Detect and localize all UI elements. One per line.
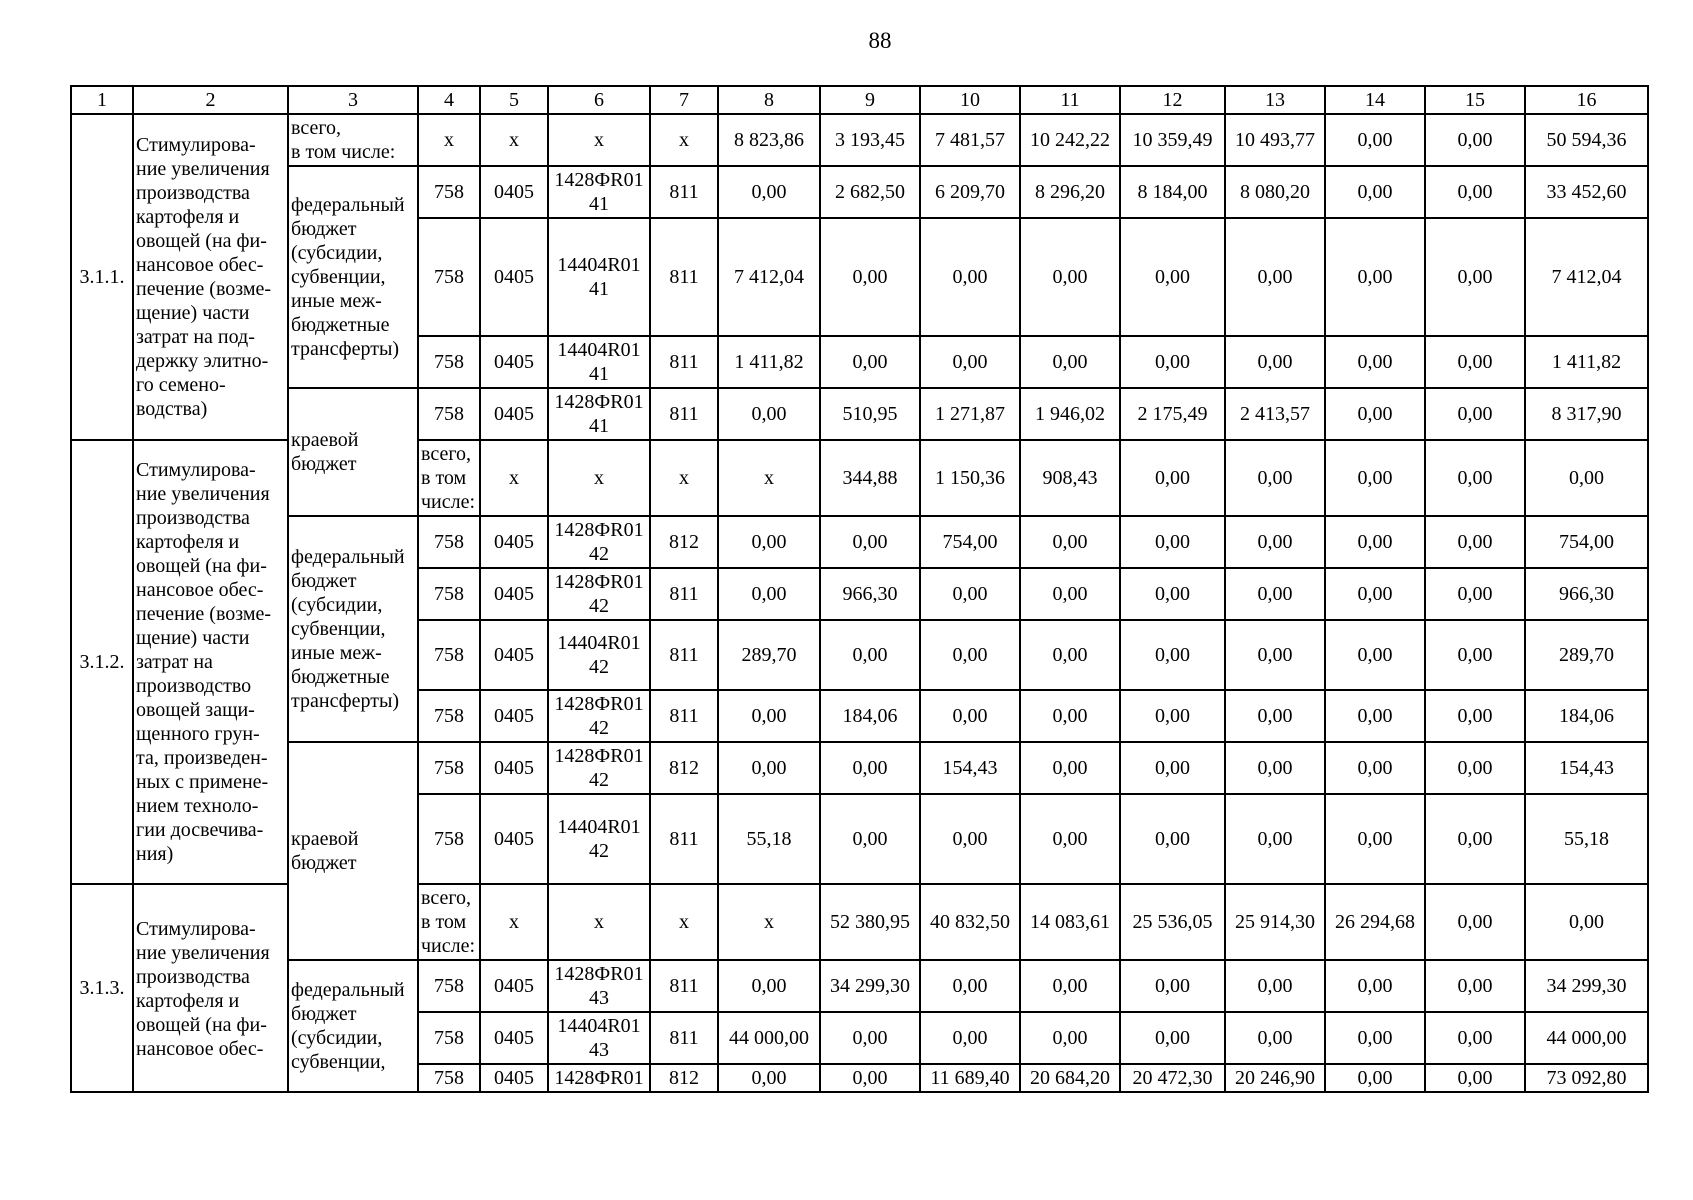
value-cell: 34 299,30: [820, 960, 920, 1012]
value-cell: 0,00: [1120, 1012, 1225, 1064]
value-cell: 0,00: [1225, 620, 1325, 690]
table-row: [71, 742, 1648, 794]
funding-source: федеральный бюджет (субсидии, субвенции, иные меж- бюджетные трансферты): [288, 516, 418, 742]
value-cell: 344,88: [820, 440, 920, 516]
table-row: [71, 516, 1648, 568]
value-cell: 811: [650, 960, 718, 1012]
value-cell: 758: [418, 1064, 480, 1092]
value-cell: 0,00: [1225, 960, 1325, 1012]
value-cell: 0,00: [920, 794, 1020, 884]
value-cell: 14404R01 43: [548, 1012, 650, 1064]
value-cell: 25 536,05: [1120, 884, 1225, 960]
table-row: [71, 114, 1648, 166]
value-cell: 758: [418, 388, 480, 440]
header-cell: 3: [288, 86, 418, 114]
value-cell: 11 689,40: [920, 1064, 1020, 1092]
value-cell: 758: [418, 620, 480, 690]
value-cell: 40 832,50: [920, 884, 1020, 960]
value-cell: x: [718, 884, 820, 960]
value-cell: 1428ФR01 43: [548, 960, 650, 1012]
value-cell: 0,00: [1225, 218, 1325, 336]
value-cell: 55,18: [718, 794, 820, 884]
value-cell: 0,00: [920, 1012, 1020, 1064]
value-cell: 0,00: [1225, 440, 1325, 516]
value-cell: x: [548, 884, 650, 960]
funding-source: всего, в том числе:: [418, 884, 480, 960]
measure-name: Стимулирова- ние увеличения производства картофеля и овощей (на фи- нансовое обес-: [133, 884, 288, 1092]
value-cell: 0,00: [820, 620, 920, 690]
value-cell: 0,00: [1325, 516, 1425, 568]
value-cell: 0,00: [1120, 690, 1225, 742]
value-cell: 0,00: [718, 388, 820, 440]
value-cell: 0,00: [820, 336, 920, 388]
value-cell: 758: [418, 794, 480, 884]
value-cell: 1428ФR01 42: [548, 742, 650, 794]
page-number: 88: [868, 28, 892, 53]
value-cell: 0,00: [1425, 794, 1525, 884]
value-cell: 0,00: [1325, 960, 1425, 1012]
value-cell: x: [650, 884, 718, 960]
value-cell: 0,00: [1325, 166, 1425, 218]
value-cell: 10 242,22: [1020, 114, 1120, 166]
value-cell: 50 594,36: [1525, 114, 1648, 166]
value-cell: 0,00: [820, 794, 920, 884]
value-cell: 0405: [480, 336, 548, 388]
value-cell: 8 296,20: [1020, 166, 1120, 218]
value-cell: x: [548, 114, 650, 166]
value-cell: 14404R01 42: [548, 620, 650, 690]
value-cell: 0,00: [1120, 440, 1225, 516]
value-cell: 0,00: [1425, 166, 1525, 218]
value-cell: 0,00: [1020, 794, 1120, 884]
value-cell: 0,00: [1525, 440, 1648, 516]
value-cell: 0,00: [920, 620, 1020, 690]
value-cell: 0405: [480, 960, 548, 1012]
value-cell: 0,00: [1325, 336, 1425, 388]
value-cell: 0,00: [1425, 336, 1525, 388]
value-cell: 14 083,61: [1020, 884, 1120, 960]
funding-source: краевой бюджет: [288, 388, 418, 516]
value-cell: 0,00: [1020, 568, 1120, 620]
value-cell: 0405: [480, 1012, 548, 1064]
value-cell: 44 000,00: [1525, 1012, 1648, 1064]
value-cell: 0,00: [1120, 742, 1225, 794]
value-cell: 289,70: [718, 620, 820, 690]
value-cell: 0,00: [1425, 568, 1525, 620]
value-cell: 0,00: [1425, 516, 1525, 568]
value-cell: 0,00: [718, 166, 820, 218]
value-cell: 0,00: [718, 742, 820, 794]
value-cell: 52 380,95: [820, 884, 920, 960]
value-cell: 0,00: [718, 568, 820, 620]
value-cell: 184,06: [820, 690, 920, 742]
value-cell: x: [418, 114, 480, 166]
value-cell: 758: [418, 516, 480, 568]
value-cell: 0405: [480, 1064, 548, 1092]
value-cell: 289,70: [1525, 620, 1648, 690]
value-cell: 0,00: [1425, 690, 1525, 742]
value-cell: 0,00: [1120, 516, 1225, 568]
value-cell: 0,00: [718, 516, 820, 568]
value-cell: 811: [650, 620, 718, 690]
value-cell: 754,00: [1525, 516, 1648, 568]
value-cell: 0,00: [920, 218, 1020, 336]
value-cell: 0,00: [1325, 794, 1425, 884]
value-cell: 1428ФR01 41: [548, 166, 650, 218]
value-cell: 0,00: [920, 336, 1020, 388]
value-cell: 6 209,70: [920, 166, 1020, 218]
value-cell: 33 452,60: [1525, 166, 1648, 218]
value-cell: 1 411,82: [1525, 336, 1648, 388]
value-cell: 0,00: [1120, 794, 1225, 884]
value-cell: 0,00: [1020, 516, 1120, 568]
row-index: 3.1.3.: [71, 884, 133, 1092]
value-cell: 0,00: [820, 1064, 920, 1092]
value-cell: 1428ФR01 42: [548, 516, 650, 568]
value-cell: 0,00: [820, 742, 920, 794]
header-cell: 5: [480, 86, 548, 114]
value-cell: 758: [418, 336, 480, 388]
value-cell: 758: [418, 742, 480, 794]
value-cell: 0,00: [718, 960, 820, 1012]
value-cell: 0,00: [1120, 568, 1225, 620]
value-cell: 0,00: [1020, 1012, 1120, 1064]
table-row: [71, 166, 1648, 218]
value-cell: 0,00: [1425, 884, 1525, 960]
table-row: [71, 388, 1648, 440]
value-cell: 1428ФR01: [548, 1064, 650, 1092]
funding-source: всего, в том числе:: [288, 114, 418, 166]
value-cell: 20 684,20: [1020, 1064, 1120, 1092]
value-cell: 44 000,00: [718, 1012, 820, 1064]
row-index: 3.1.1.: [71, 114, 133, 440]
value-cell: 0,00: [1020, 336, 1120, 388]
value-cell: 0,00: [820, 1012, 920, 1064]
value-cell: 14404R01 42: [548, 794, 650, 884]
value-cell: 184,06: [1525, 690, 1648, 742]
value-cell: 811: [650, 690, 718, 742]
value-cell: 8 823,86: [718, 114, 820, 166]
value-cell: 55,18: [1525, 794, 1648, 884]
value-cell: 8 317,90: [1525, 388, 1648, 440]
value-cell: 1 411,82: [718, 336, 820, 388]
value-cell: 0,00: [1425, 960, 1525, 1012]
value-cell: 811: [650, 1012, 718, 1064]
value-cell: 0,00: [1120, 218, 1225, 336]
table-row: [71, 960, 1648, 1012]
value-cell: 966,30: [1525, 568, 1648, 620]
value-cell: 0,00: [1325, 218, 1425, 336]
value-cell: 0405: [480, 516, 548, 568]
value-cell: 14404R01 41: [548, 218, 650, 336]
value-cell: 758: [418, 1012, 480, 1064]
value-cell: 0405: [480, 742, 548, 794]
value-cell: 510,95: [820, 388, 920, 440]
value-cell: 1428ФR01 42: [548, 690, 650, 742]
value-cell: 7 412,04: [718, 218, 820, 336]
value-cell: 908,43: [1020, 440, 1120, 516]
value-cell: 10 493,77: [1225, 114, 1325, 166]
value-cell: 0,00: [1425, 388, 1525, 440]
value-cell: 2 682,50: [820, 166, 920, 218]
value-cell: 0,00: [1325, 742, 1425, 794]
value-cell: 0,00: [920, 960, 1020, 1012]
value-cell: 0405: [480, 388, 548, 440]
value-cell: 0405: [480, 794, 548, 884]
value-cell: 73 092,80: [1525, 1064, 1648, 1092]
value-cell: 0,00: [1325, 690, 1425, 742]
value-cell: 1 150,36: [920, 440, 1020, 516]
value-cell: 1428ФR01 41: [548, 388, 650, 440]
value-cell: 0,00: [1225, 336, 1325, 388]
value-cell: 0405: [480, 568, 548, 620]
value-cell: 0,00: [1225, 1012, 1325, 1064]
row-index: 3.1.2.: [71, 440, 133, 884]
value-cell: 758: [418, 218, 480, 336]
funding-source: краевой бюджет: [288, 742, 418, 960]
value-cell: 811: [650, 336, 718, 388]
value-cell: 1428ФR01 42: [548, 568, 650, 620]
header-cell: 10: [920, 86, 1020, 114]
value-cell: 0,00: [718, 1064, 820, 1092]
value-cell: 0,00: [1225, 690, 1325, 742]
value-cell: 0,00: [1525, 884, 1648, 960]
value-cell: 20 472,30: [1120, 1064, 1225, 1092]
budget-table: [70, 85, 1649, 1093]
value-cell: x: [480, 884, 548, 960]
value-cell: 0,00: [1425, 1012, 1525, 1064]
value-cell: 0,00: [1325, 568, 1425, 620]
value-cell: 811: [650, 218, 718, 336]
value-cell: 758: [418, 166, 480, 218]
value-cell: 812: [650, 1064, 718, 1092]
value-cell: 0,00: [1225, 794, 1325, 884]
value-cell: 7 412,04: [1525, 218, 1648, 336]
value-cell: 0,00: [1020, 742, 1120, 794]
value-cell: 811: [650, 794, 718, 884]
header-cell: 6: [548, 86, 650, 114]
value-cell: 8 184,00: [1120, 166, 1225, 218]
value-cell: 2 413,57: [1225, 388, 1325, 440]
value-cell: 0,00: [1425, 1064, 1525, 1092]
value-cell: 154,43: [920, 742, 1020, 794]
value-cell: x: [718, 440, 820, 516]
value-cell: x: [548, 440, 650, 516]
value-cell: 0,00: [1120, 960, 1225, 1012]
value-cell: 7 481,57: [920, 114, 1020, 166]
value-cell: 26 294,68: [1325, 884, 1425, 960]
value-cell: 0405: [480, 620, 548, 690]
header-cell: 9: [820, 86, 920, 114]
value-cell: 0,00: [920, 568, 1020, 620]
value-cell: 0,00: [1325, 440, 1425, 516]
value-cell: 0405: [480, 166, 548, 218]
header-row: [71, 86, 1648, 114]
measure-name: Стимулирова- ние увеличения производства картофеля и овощей (на фи- нансовое обес- печение (возме- щение) части затрат на под- держку элитно- го семено- водства): [133, 114, 288, 440]
value-cell: 0,00: [1325, 620, 1425, 690]
value-cell: 14404R01 41: [548, 336, 650, 388]
value-cell: 8 080,20: [1225, 166, 1325, 218]
header-cell: 16: [1525, 86, 1648, 114]
value-cell: 0,00: [1425, 440, 1525, 516]
value-cell: 754,00: [920, 516, 1020, 568]
value-cell: 0,00: [1325, 114, 1425, 166]
value-cell: x: [650, 114, 718, 166]
value-cell: 1 271,87: [920, 388, 1020, 440]
value-cell: 3 193,45: [820, 114, 920, 166]
value-cell: 0405: [480, 218, 548, 336]
funding-source: федеральный бюджет (субсидии, субвенции, иные меж- бюджетные трансферты): [288, 166, 418, 388]
value-cell: 0,00: [1020, 620, 1120, 690]
header-cell: 1: [71, 86, 133, 114]
measure-name: Стимулирова- ние увеличения производства картофеля и овощей (на фи- нансовое обес- печение (возме- щение) части затрат на производство овощей защи- щенного грун- та, произведен- ных с примене- нием техноло- гии досвечива- ния): [133, 440, 288, 884]
header-cell: 15: [1425, 86, 1525, 114]
header-cell: 4: [418, 86, 480, 114]
header-cell: 14: [1325, 86, 1425, 114]
header-cell: 7: [650, 86, 718, 114]
value-cell: 0,00: [1425, 218, 1525, 336]
value-cell: 20 246,90: [1225, 1064, 1325, 1092]
value-cell: 0,00: [1120, 620, 1225, 690]
value-cell: 0,00: [1425, 620, 1525, 690]
value-cell: 758: [418, 960, 480, 1012]
value-cell: 2 175,49: [1120, 388, 1225, 440]
value-cell: 0,00: [820, 516, 920, 568]
value-cell: x: [480, 114, 548, 166]
value-cell: 0,00: [1325, 1064, 1425, 1092]
value-cell: 966,30: [820, 568, 920, 620]
value-cell: 812: [650, 516, 718, 568]
header-cell: 13: [1225, 86, 1325, 114]
value-cell: 811: [650, 568, 718, 620]
funding-source: всего, в том числе:: [418, 440, 480, 516]
value-cell: 0,00: [1020, 218, 1120, 336]
value-cell: 0,00: [1225, 742, 1325, 794]
value-cell: 812: [650, 742, 718, 794]
value-cell: 811: [650, 388, 718, 440]
value-cell: x: [650, 440, 718, 516]
value-cell: 811: [650, 166, 718, 218]
value-cell: 1 946,02: [1020, 388, 1120, 440]
value-cell: 0,00: [1120, 336, 1225, 388]
value-cell: 0,00: [1325, 388, 1425, 440]
value-cell: 758: [418, 568, 480, 620]
header-cell: 12: [1120, 86, 1225, 114]
value-cell: 758: [418, 690, 480, 742]
value-cell: 0,00: [920, 690, 1020, 742]
value-cell: 34 299,30: [1525, 960, 1648, 1012]
value-cell: 0,00: [718, 690, 820, 742]
value-cell: 0,00: [1225, 568, 1325, 620]
value-cell: 0,00: [1020, 690, 1120, 742]
value-cell: 10 359,49: [1120, 114, 1225, 166]
value-cell: 0,00: [1425, 742, 1525, 794]
header-cell: 8: [718, 86, 820, 114]
value-cell: 0,00: [1225, 516, 1325, 568]
value-cell: 0,00: [1325, 1012, 1425, 1064]
value-cell: 0,00: [1425, 114, 1525, 166]
header-cell: 2: [133, 86, 288, 114]
value-cell: 154,43: [1525, 742, 1648, 794]
funding-source: федеральный бюджет (субсидии, субвенции,: [288, 960, 418, 1092]
header-cell: 11: [1020, 86, 1120, 114]
value-cell: 25 914,30: [1225, 884, 1325, 960]
value-cell: 0,00: [1020, 960, 1120, 1012]
value-cell: 0,00: [820, 218, 920, 336]
value-cell: 0405: [480, 690, 548, 742]
value-cell: x: [480, 440, 548, 516]
